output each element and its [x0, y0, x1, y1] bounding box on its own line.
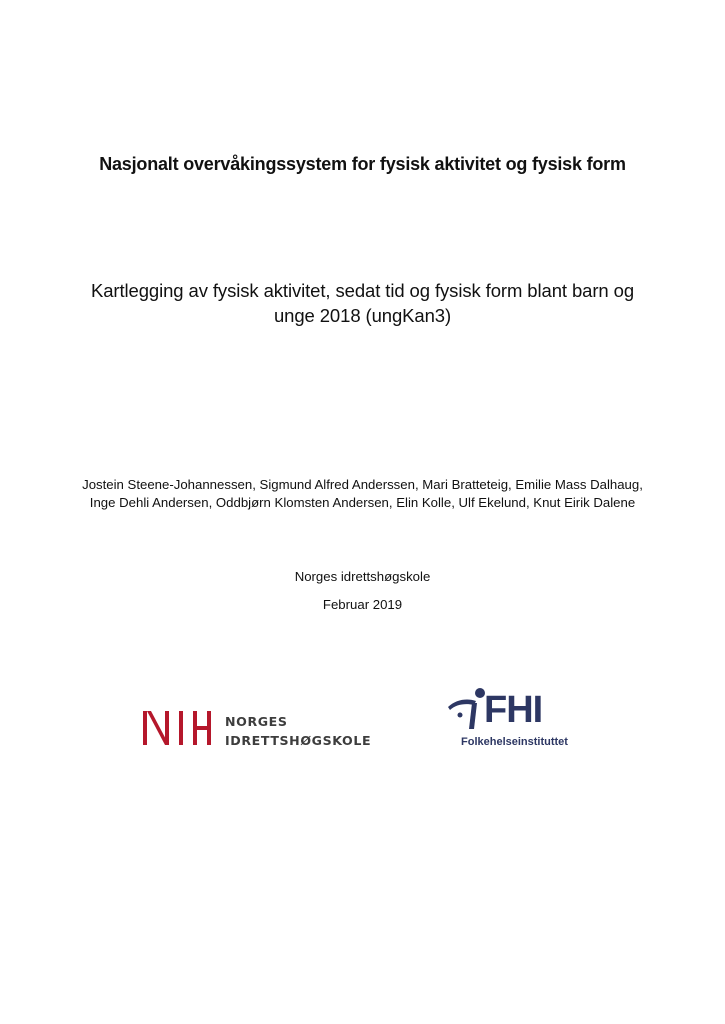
nih-logo-line2: IDRETTSHØGSKOLE — [225, 733, 372, 748]
institution-name: Norges idrettshøgskole — [294, 569, 431, 584]
fhi-figure-mark-icon — [444, 685, 488, 735]
publication-date: Februar 2019 — [322, 597, 403, 612]
nih-logo — [141, 707, 371, 753]
nih-logo-mark-icon — [141, 709, 213, 747]
fhi-wordmark: FHI — [484, 689, 543, 731]
nih-logo-line1: NORGES — [225, 714, 288, 729]
fhi-logo — [444, 685, 584, 753]
author-list: Jostein Steene-Johannessen, Sigmund Alfred Anderssen, Mari Bratteteig, Emilie Mass Dalhaug, Inge Dehli Andersen, Oddbjørn Klomsten Andersen, Elin Kolle, Ulf Ekelund, Knut Eirik Dalene — [82, 477, 643, 510]
nih-logo-text — [225, 712, 371, 750]
report-subtitle: Kartlegging av fysisk aktivitet, sedat tid og fysisk form blant barn og unge 2018 (ungKan3) — [90, 280, 635, 326]
fhi-subtitle: Folkehelseinstituttet — [461, 736, 568, 748]
report-title: Nasjonalt overvåkingssystem for fysisk aktivitet og fysisk form — [99, 154, 626, 174]
